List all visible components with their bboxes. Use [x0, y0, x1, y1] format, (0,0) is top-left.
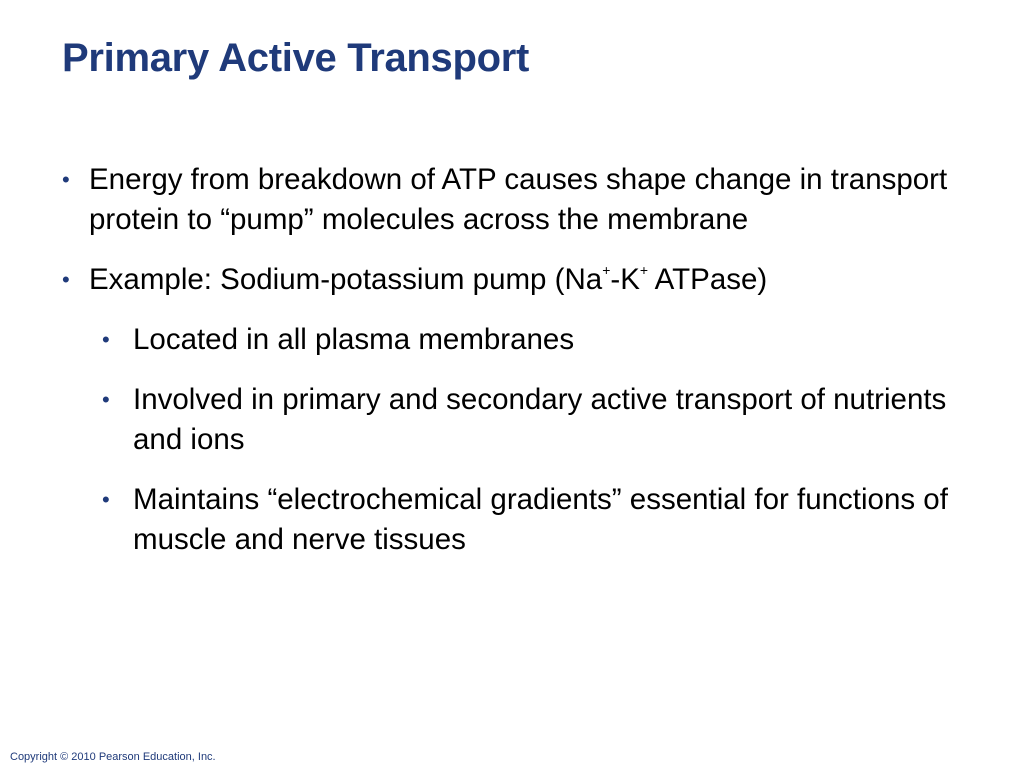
bullet-list [62, 160, 962, 560]
bullet-dot-icon: • [102, 387, 110, 412]
example-text-end: ATPase) [648, 263, 768, 296]
bullet-item-example [62, 260, 962, 300]
bullet-dot-icon: • [102, 327, 110, 352]
bullet-item-energy [62, 160, 962, 240]
k-superscript: + [639, 262, 649, 278]
bullet-text: Energy from breakdown of ATP causes shape change in transport protein to “pump” molecules across the membrane [89, 163, 948, 236]
example-text-middle: -K [610, 263, 640, 296]
example-text-start: Example: Sodium-potassium pump (Na [89, 263, 603, 296]
bullet-dot-icon: • [62, 167, 70, 192]
bullet-text: Maintains “electrochemical gradients” essential for functions of muscle and nerve tissues [133, 483, 948, 556]
bullet-text [89, 263, 767, 296]
bullet-dot-icon: • [62, 267, 70, 292]
bullet-dot-icon: • [102, 487, 110, 512]
sub-bullet-item-maintains [62, 480, 962, 560]
bullet-text: Involved in primary and secondary active transport of nutrients and ions [133, 383, 947, 456]
slide-title: Primary Active Transport [62, 36, 530, 80]
copyright-footer: Copyright © 2010 Pearson Education, Inc. [10, 751, 216, 763]
bullet-text: Located in all plasma membranes [133, 323, 575, 356]
sub-bullet-item-involved [62, 380, 962, 460]
na-superscript: + [602, 262, 611, 278]
sub-bullet-item-located [62, 320, 962, 360]
